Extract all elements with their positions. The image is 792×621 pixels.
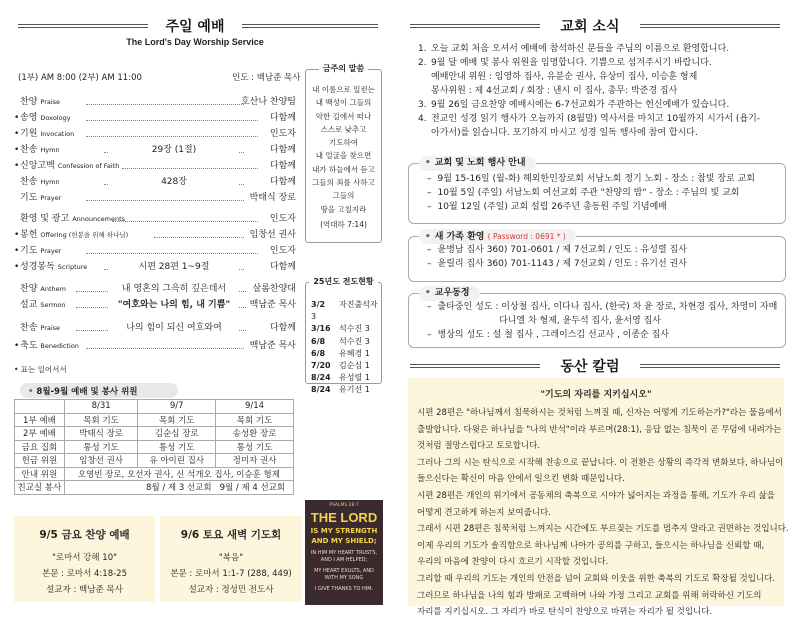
worship-order-row [14,144,296,156]
dash-marker: – [427,302,432,312]
memory-verse-line: 스스로 낮추고 [320,124,367,134]
memory-verse-line: 내 백성이 그들의 [315,98,372,108]
box-item [427,328,669,342]
schedule-cell: 목회 기도 [216,413,294,427]
order-item-leader: 인도자 [269,129,296,139]
order-item-name [14,245,61,257]
evangelism-name: 유성렬 1 [339,373,370,383]
schedule-row [15,454,294,468]
order-item-english: Doxology [40,114,71,122]
evangelism-row [311,323,381,335]
bullet-icon: • [425,232,431,242]
news-title: 교회 소식 [560,19,620,35]
news-item-line [418,70,790,84]
box-item [427,257,687,271]
order-item-leader: 다함께 [269,323,296,333]
order-item-english: Prayer [40,247,62,255]
worship-subtitle: The Lord's Day Worship Service [126,37,264,47]
poster-line-5: MY HEART EXULTS, AND WITH MY SONG [314,568,374,581]
church-events-box [408,158,786,224]
dotted-leader [86,340,244,349]
evangelism-date: 8/24 [311,373,331,383]
box-item-text: 병상의 성도 : 설 철 집사 , 그레이스김 선교사 , 이종순 집사 [437,330,669,340]
schedule-row [15,413,294,427]
memory-verse-box [305,64,382,243]
news-item-line [418,112,790,126]
order-item-leader: 인도자 [269,246,296,256]
order-item-english: Benediction [40,342,79,350]
memory-verse-line: 악한 길에서 떠나 [315,111,372,121]
order-item-korean: 찬양 [20,284,38,294]
order-item-english: Prayer [40,194,62,202]
column-line: 것처럼 절망스럽다고 토로합니다. [417,441,541,452]
evangelism-name: 김순심 1 [339,361,370,371]
column-line: 이제 우리의 기도가 솔직함으로 하나님께 나아가 공의를 구하고, 들으시는 하나님을 신뢰할 때, [417,540,765,551]
members-news-box [408,288,786,348]
evangelism-date: 6/8 [311,348,326,358]
schedule-header-cell: 8/31 [64,400,138,414]
box-item-text: 다니엘 차 형제, 윤두석 집사, 윤서영 집사 [499,316,661,326]
order-item-english: Hymn [40,178,60,186]
order-item-english: Hymn [40,146,60,154]
order-item-name [14,213,125,225]
poster-ref: PSALMS 28:7 [329,503,359,508]
order-item-name [14,96,60,108]
order-item-korean: 찬송 [20,177,38,187]
poster-line-4: IN HIM MY HEART TRUSTS, AND I AM HELPED; [310,550,378,563]
schedule-cell: 오영빈 장로, 오선자 권사, 신 석개오 집사, 이승훈 형제 [64,467,293,481]
evangelism-name: 유혜경 1 [339,348,370,358]
worship-order-row [14,213,296,225]
news-number: 4. [418,114,427,124]
dotted-leader [154,229,244,238]
evangelism-row [311,336,381,348]
schedule-dot-icon: • [28,387,37,397]
schedule-header-cell: 9/14 [216,400,294,414]
schedule-row [15,440,294,454]
stand-note: • 표는 일어서서 [14,365,67,374]
news-rule-right [640,24,780,25]
order-item-name [14,160,119,172]
bullet-marker: • [14,341,20,351]
new-family-head [419,229,576,244]
order-item-leader: 인도자 [269,214,296,224]
order-item-name [14,192,61,204]
column-line: 들으신다는 확신이 마음 안에서 일으킨 변화 때문입니다. [417,474,625,485]
poster-line-2: IS MY STRENGTH [310,527,378,535]
schedule-table [14,399,294,495]
order-item-korean: 기도 [20,246,38,256]
order-item-detail: 428장 [109,176,239,188]
scripture-poster [305,500,383,605]
schedule-cell: 박태식 장로 [64,427,138,441]
schedule-cell: 2부 예배 [15,427,65,441]
news-item-line [418,84,790,98]
box-item [427,300,777,314]
order-item-detail: 내 영혼의 그윽히 깊은데서 [109,283,239,295]
order-item-english: Scripture [57,263,88,271]
worship-order-row [14,340,296,352]
new-family-password: ( Password : 0691 * ) [487,232,566,241]
worship-order-row [14,160,296,172]
schedule-cell: 1부 예배 [15,413,65,427]
column-box [408,378,789,618]
evangelism-list [311,299,381,397]
order-item-leader: 임창선 권사 [249,230,296,240]
friday-topic: "로마서 강해 10" [51,553,118,563]
order-item-name [14,299,66,311]
order-item-detail: 시편 28편 1~9절 [109,261,239,273]
schedule-cell: 9월 / 제 4 선교회 [216,481,294,495]
order-item-english: Offering (헌봉을 위해 하나님) [40,231,129,239]
bullet-marker: • [14,145,20,155]
memory-verse-line: 내가 하늘에서 듣고 [312,164,375,174]
service-leader: 인도 : 백남준 목사 [232,73,301,83]
worship-order-row [14,96,296,108]
bullet-marker: • [14,230,20,240]
schedule-cell: 금요 집회 [15,440,65,454]
order-item-korean: 찬양 [20,97,38,107]
bullet-marker: • [14,262,20,272]
box-item [427,200,667,214]
box-item-text: 10월 12일 (주일) 교회 설립 26주년 총동원 주일 기념예배 [437,202,667,212]
order-item-leader: 다함께 [269,177,296,187]
schedule-cell: 임창선 권사 [64,454,138,468]
order-item-name [14,229,128,241]
order-item-leader: 다함께 [269,161,296,171]
news-list [418,42,790,140]
memory-verse-line: 기도하여 [329,138,358,148]
order-item-english: Praise [40,98,61,106]
column-line: 시편 28편은 개인의 위기에서 공동체의 축복으로 시야가 넓어지는 과정을 통해, 기도가 우리 삶을 [417,490,775,501]
dotted-leader [86,192,244,201]
schedule-cell: 헌금 위원 [15,454,65,468]
order-item-leader: 다함께 [269,145,296,155]
schedule-cell: 유 아이린 집사 [138,454,216,468]
schedule-cell: 8월 / 제 3 선교회 [64,481,215,495]
evangelism-name: 석수진 3 [339,336,370,346]
evangelism-row [311,360,381,372]
news-rule-left [410,24,540,25]
dash-marker: – [427,188,432,198]
evangelism-row [311,348,381,360]
new-family-box [408,232,786,282]
worship-order-row [14,245,296,257]
dash-marker: – [427,174,432,184]
order-item-leader: 백남준 목사 [249,341,296,351]
schedule-cell: 통성 기도 [138,440,216,454]
memory-verse-line: 그들의 [332,191,355,201]
evangelism-name: 유기선 1 [339,385,370,395]
news-item-line [418,98,790,112]
order-item-korean: 환영 및 광고 [20,214,70,224]
order-item-name [14,261,87,273]
schedule-row [15,467,294,481]
news-number: 3. [418,100,427,110]
poster-line-3: AND MY SHIELD; [311,537,377,545]
order-item-english: Confession of Faith [57,162,120,170]
schedule-header-row [15,400,294,414]
order-item-leader: 살롬찬양대 [252,284,296,294]
column-line: 그러므로 하나님을 나의 힘과 방패로 고백하며 나와 가정 그리고 교회를 위해 허락하신 기도의 [417,590,762,601]
news-text: 9월 26일 금요찬양 예배시에는 6-7선교회가 주관하는 헌신예배가 있습니다. [431,100,730,110]
schedule-cell: 통성 기도 [216,440,294,454]
dotted-leader [112,213,258,222]
news-text: 봉사위원 : 제 4선교회 / 회장 : 낸시 이 집사, 총무: 박준경 집사 [431,86,678,96]
dawn-text: 본문 : 로마서 1:1-7 (288, 449) [170,569,292,579]
memory-verse-title: 금주의 말씀 [319,64,368,73]
poster-line-6: I GIVE THANKS TO HIM. [314,586,374,592]
order-item-english: Announcements [72,215,126,223]
poster-line-1: THE LORD [310,510,378,525]
column-line: 그리할 때 우리의 기도는 개인의 안전을 넘어 교회와 이웃을 위한 축복의 기도로 확장될 것입니다. [417,573,776,584]
dawn-topic: "복음" [218,553,244,563]
worship-order-row [14,176,296,188]
column-body [417,405,789,621]
order-item-name [14,176,60,188]
news-text: 예배안내 위원 : 임영하 집사, 유분순 권사, 유상미 집사, 이승훈 형제 [431,72,698,82]
order-item-english: Anthem [40,285,66,293]
friday-text: 본문 : 로마서 4:18-25 [42,569,127,579]
church-events-head [419,156,536,171]
order-item-leader: 다함께 [269,113,296,123]
evangelism-title: 25년도 전도현황 [309,277,377,286]
order-item-korean: 성경봉독 [20,262,55,272]
worship-title: 주일 예배 [165,19,225,35]
dawn-speaker: 설교자 : 정성민 전도사 [188,585,274,595]
column-heading: "기도의 자리를 지키십시오" [540,390,652,400]
schedule-row [15,481,294,495]
news-item-line [418,126,790,140]
box-item-text: 윤병남 집사 360) 701-0601 / 제 7선교회 / 인도 : 유성렬 집사 [437,245,687,255]
order-item-name [14,112,71,124]
memory-verse-line: (역대하 7:14) [320,219,367,229]
friday-title: 9/5 금요 찬양 예배 [39,529,130,541]
order-item-english: Sermon [40,301,66,309]
box-item [427,186,740,200]
schedule-header-cell: 9/7 [138,400,216,414]
dotted-leader [86,245,258,254]
box-item [427,172,755,186]
column-line: 우리의 마음에 찬양이 다시 흐르기 시작할 것입니다. [417,557,609,568]
evangelism-date: 3/2 [311,300,326,309]
order-item-korean: 기원 [20,129,38,139]
schedule-cell: 친교실 봉사 [15,481,65,495]
dawn-title: 9/6 토요 새벽 기도회 [180,529,282,541]
friday-service-box [14,516,155,602]
column-rule-right [640,364,780,365]
order-item-detail: 29장 (1절) [109,144,239,156]
dash-marker: – [427,245,432,255]
order-item-name [14,144,60,156]
column-line: 시편 28편은 "하나님께서 침묵하시는 것처럼 느껴질 때, 신자는 어떻게 기도하는가?"라는 물음에서 [417,408,782,418]
box-item-text: 출타중인 성도 : 이상철 집사, 이다나 집사, (한국) 차 윤 장로, 차현경 집사, 차영미 자매 [437,302,778,312]
column-line: 어떻게 견고하게 하는지 보여줍니다. [417,507,551,518]
title-rule-left [18,24,148,25]
order-item-name [14,340,79,352]
evangelism-date: 6/8 [311,336,326,346]
bullet-marker: • [14,246,20,256]
box-item [499,314,661,328]
schedule-row [15,427,294,441]
order-item-name [14,128,74,140]
dash-marker: – [427,202,432,212]
order-item-korean: 기도 [20,193,38,203]
column-line: 자리를 지키십시오. 그 자리가 바로 탄식이 찬양으로 바뀌는 자리가 될 것입니다. [417,607,713,618]
order-item-korean: 송영 [20,113,38,123]
worship-order-row [14,322,296,334]
schedule-header-cell [15,400,65,414]
news-text: 아가서)를 읽습니다. 포기하지 마시고 성경 일독 행사에 참여 합시다. [431,128,698,138]
order-item-name [14,283,66,295]
evangelism-row [311,299,381,323]
schedule-title-text: 8월-9월 예배 및 봉사 위원 [36,387,138,397]
memory-verse-line: 내 이름으로 일컫는 [312,85,375,94]
worship-order-row [14,112,296,124]
schedule-cell: 김순심 장로 [138,427,216,441]
evangelism-box [305,277,382,395]
news-text: 오늘 교회 처음 오셔서 예배에 참석하신 분들을 주님의 이름으로 환영합니다. [431,44,730,54]
dotted-leader [122,160,258,169]
bullet-marker: • [14,161,20,171]
worship-order-row [14,229,296,241]
news-text: 전교인 성경 읽기 행사가 오늘까지 (8월말) 역사서를 마치고 10월까지 시가서 (욥기- [431,114,761,124]
memory-verse-line: 내 얼굴을 찾으면 [315,151,372,161]
order-item-english: Invocation [40,130,75,138]
memory-verse-line: 땅을 고칠지라 [320,204,367,214]
evangelism-date: 3/16 [311,324,331,334]
schedule-cell: 목회 기도 [64,413,138,427]
members-news-head [419,286,480,301]
schedule-cell: 송성환 장로 [216,427,294,441]
order-item-korean: 축도 [20,341,38,351]
worship-order-row [14,261,296,273]
order-item-korean: 찬송 [20,323,38,333]
column-line: 그래서 시편 28편은 침묵처럼 느껴지는 시간에도 부르짖는 기도를 멈추지 말라고 권면하는 것입니다. [417,524,789,535]
evangelism-date: 7/20 [311,361,331,371]
order-item-detail: 나의 힘이 되신 여호와여 [109,322,239,334]
schedule-cell: 목회 기도 [138,413,216,427]
bullet-marker: • [14,129,20,139]
news-text: 9월 달 예배 및 봉사 위원을 임명합니다. 기쁨으로 섬겨주시기 바랍니다. [431,58,712,68]
schedule-cell: 통성 기도 [64,440,138,454]
order-item-korean: 신앙고백 [20,161,55,171]
order-item-korean: 설교 [20,300,38,310]
evangelism-row [311,384,381,396]
bullet-icon: • [425,288,431,298]
box-item-text: 10월 5일 (주일) 서남노회 여선교회 주관 "찬양의 밤" - 장소 : 주님의 빛 교회 [437,188,740,198]
order-item-leader: 호산나 찬양팀 [240,97,296,107]
dash-marker: – [427,330,432,340]
church-events-title: 교회 및 노회 행사 안내 [434,158,526,168]
news-number: 2. [418,58,427,68]
order-item-korean: 봉헌 [20,230,38,240]
order-item-korean: 찬송 [20,145,38,155]
members-news-title: 교우동정 [434,288,470,298]
worship-order-row [14,283,296,295]
dawn-prayer-box [160,516,302,602]
order-item-leader: 박태식 장로 [249,193,296,203]
worship-order-row [14,128,296,140]
column-title: 동산 칼럼 [560,359,620,375]
schedule-cell: 안내 위원 [15,467,65,481]
dotted-leader [86,96,244,105]
box-item-text: 9월 15-16일 (월-화) 해외한인장로회 서남노회 정기 노회 - 장소 : 참빛 장로 교회 [437,174,755,184]
new-family-title: 새 가족 환영 [434,232,485,242]
news-item-line [418,56,790,70]
service-times: (1부) AM 8:00 (2부) AM 11:00 [18,73,142,83]
column-line: 그러나 그의 시는 탄식으로 시작해 찬송으로 끝납니다. 이 전환은 상황의 즉각적 변화보다, 하나님이 [417,457,784,468]
title-rule-right [242,24,378,25]
worship-order-row [14,299,296,311]
dotted-leader [86,128,258,137]
news-number: 1. [418,44,427,54]
order-item-english: Praise [40,324,61,332]
schedule-cell: 정미자 권사 [216,454,294,468]
dash-marker: – [427,259,432,269]
dotted-leader [86,112,258,121]
bullet-icon: • [425,158,431,168]
memory-verse-text [310,83,377,231]
order-item-leader: 백남준 목사 [249,300,296,310]
order-item-leader: 다함께 [269,262,296,272]
worship-order-row [14,192,296,204]
box-item [427,243,687,257]
box-item-text: 윤릴리 집사 360) 701-1143 / 제 7선교회 / 인도 : 유기선 권사 [437,259,687,269]
order-item-detail: "여호와는 나의 힘, 내 기쁨" [109,299,239,311]
bullet-marker: • [14,113,20,123]
news-item-line [418,42,790,56]
column-rule-left [410,364,540,365]
evangelism-name: 자진출석자 3 [311,300,378,322]
evangelism-row [311,372,381,384]
column-line: 출발합니다. 다윗은 하나님을 "나의 반석"이라 부르며(28:1), 응답 없는 침묵이 곧 무덤에 내려가는 [417,424,782,435]
friday-speaker: 설교자 : 백남준 목사 [46,585,123,595]
order-item-name [14,322,60,334]
evangelism-date: 8/24 [311,385,331,395]
schedule-title [28,385,138,397]
memory-verse-line: 그들의 죄를 사하고 [312,178,375,188]
evangelism-name: 석수진 3 [339,324,370,334]
